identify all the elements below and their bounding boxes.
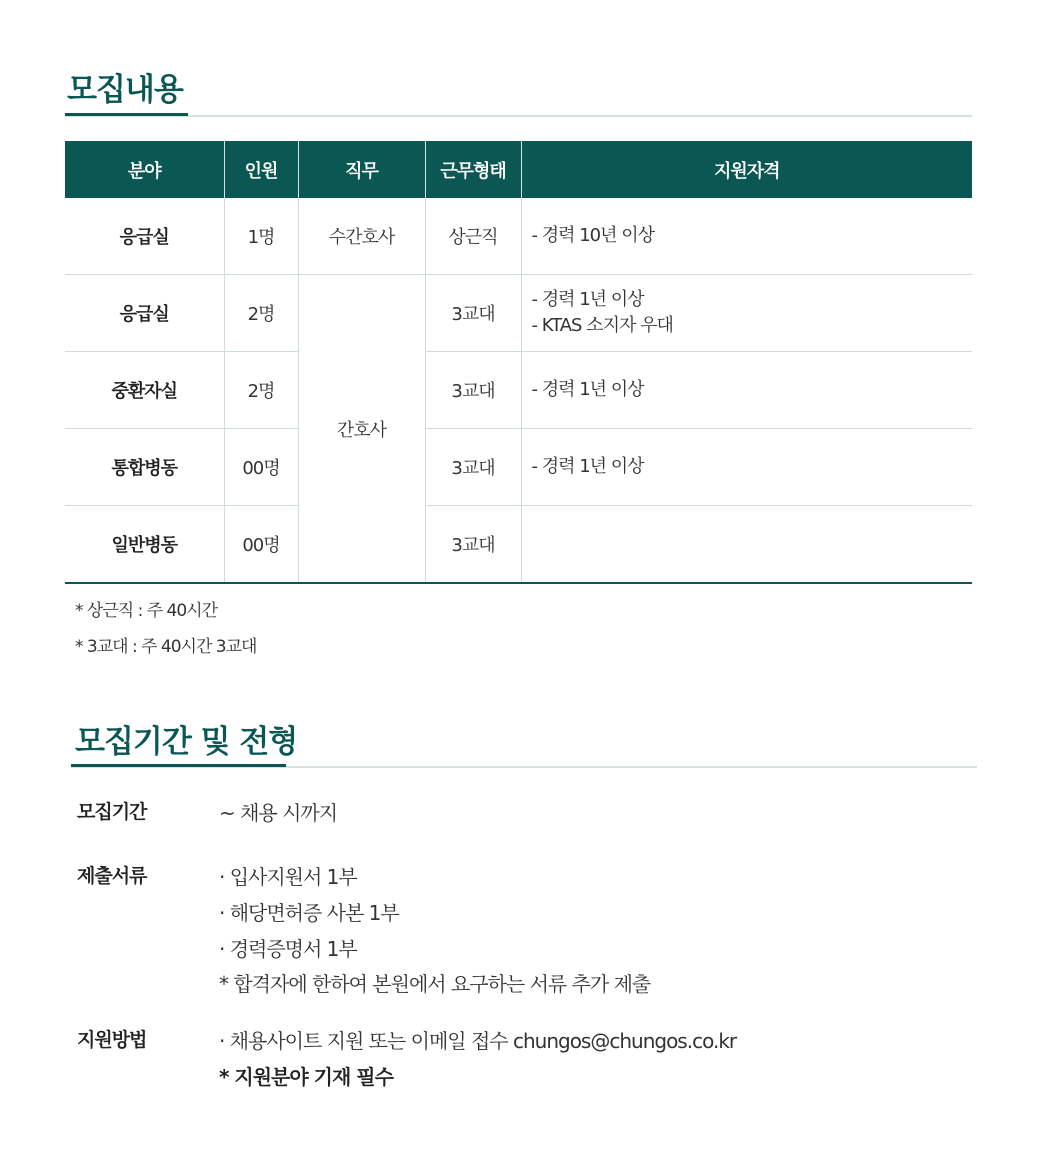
cell-count: 2명 bbox=[224, 352, 298, 429]
cell-field: 중환자실 bbox=[65, 352, 224, 429]
cell-work-type: 3교대 bbox=[425, 352, 521, 429]
cell-work-type: 3교대 bbox=[425, 506, 521, 584]
table-row bbox=[65, 198, 972, 275]
cell-field: 일반병동 bbox=[65, 506, 224, 584]
note-fulltime: * 상근직 : 주 40시간 bbox=[75, 601, 218, 621]
qual-line: - 경력 10년 이상 bbox=[531, 225, 655, 246]
cell-field: 통합병동 bbox=[65, 429, 224, 506]
qual-line: - 경력 1년 이상 bbox=[531, 379, 644, 400]
method-label: 지원방법 bbox=[77, 1029, 147, 1051]
qual-line: - KTAS 소지자 우대 bbox=[531, 315, 673, 336]
cell-qualification bbox=[521, 429, 972, 506]
cell-count: 2명 bbox=[224, 275, 298, 352]
method-value: · 채용사이트 지원 또는 이메일 접수 chungos@chungos.co.kr bbox=[219, 1029, 737, 1053]
header-qualification: 지원자격 bbox=[521, 141, 972, 198]
title-underline bbox=[65, 115, 972, 117]
cell-field: 응급실 bbox=[65, 275, 224, 352]
doc-item: · 경력증명서 1부 bbox=[219, 937, 357, 961]
cell-job: 수간호사 bbox=[298, 198, 425, 275]
cell-work-type: 3교대 bbox=[425, 275, 521, 352]
section-title-period: 모집기간 및 전형 bbox=[75, 724, 298, 760]
doc-note: * 합격자에 한하여 본원에서 요구하는 서류 추가 제출 bbox=[219, 972, 651, 996]
docs-label: 제출서류 bbox=[77, 865, 147, 887]
qual-line: - 경력 1년 이상 bbox=[531, 456, 644, 477]
table-row bbox=[65, 275, 972, 352]
qual-line: - 경력 1년 이상 bbox=[531, 289, 644, 310]
section-title-recruitment: 모집내용 bbox=[67, 72, 183, 108]
note-three-shift: * 3교대 : 주 40시간 3교대 bbox=[75, 637, 257, 657]
period-value: ~ 채용 시까지 bbox=[219, 801, 338, 825]
cell-field: 응급실 bbox=[119, 227, 169, 248]
table-row bbox=[65, 429, 972, 506]
cell-qualification bbox=[521, 275, 972, 352]
doc-item: · 입사지원서 1부 bbox=[219, 865, 357, 889]
cell-qualification bbox=[521, 352, 972, 429]
cell-qualification bbox=[521, 198, 972, 275]
period-label: 모집기간 bbox=[77, 801, 147, 823]
cell-count: 1명 bbox=[224, 198, 298, 275]
cell-count: 00명 bbox=[224, 429, 298, 506]
header-field: 분야 bbox=[65, 141, 224, 198]
recruitment-table bbox=[65, 141, 972, 584]
table-row bbox=[65, 506, 972, 584]
header-job: 직무 bbox=[298, 141, 425, 198]
cell-work-type: 3교대 bbox=[425, 429, 521, 506]
cell-count: 00명 bbox=[224, 506, 298, 584]
method-note: * 지원분야 기재 필수 bbox=[219, 1065, 393, 1089]
cell-work-type: 상근직 bbox=[425, 198, 521, 275]
title-underline-accent bbox=[65, 113, 188, 116]
header-count: 인원 bbox=[224, 141, 298, 198]
table-header-row bbox=[65, 141, 972, 198]
cell-job-nurse: 간호사 bbox=[298, 275, 425, 584]
title-underline-accent bbox=[71, 764, 286, 767]
table-row bbox=[65, 352, 972, 429]
cell-qualification bbox=[521, 506, 972, 584]
header-work-type: 근무형태 bbox=[425, 141, 521, 198]
doc-item: · 해당면허증 사본 1부 bbox=[219, 901, 399, 925]
